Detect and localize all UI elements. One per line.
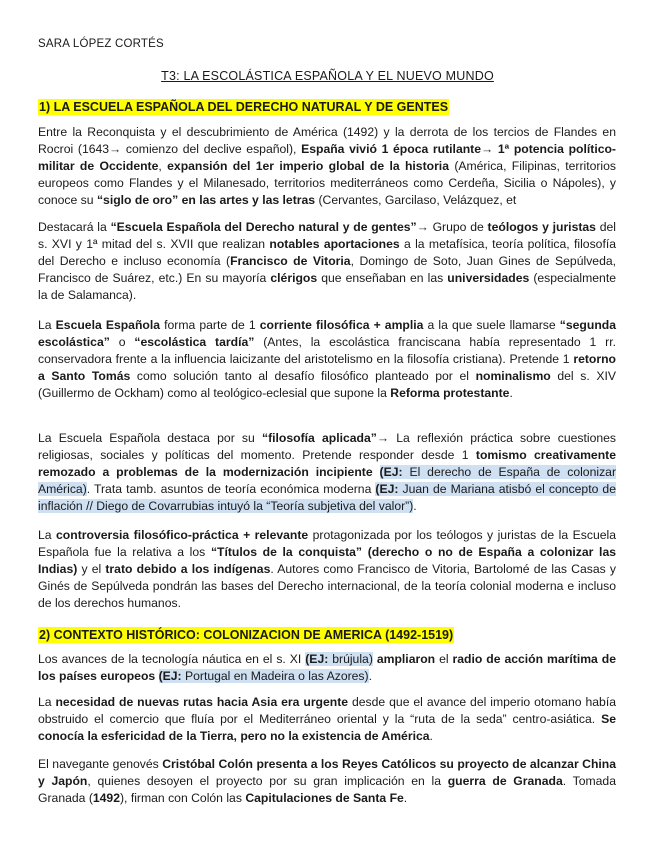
bold-text-run: guerra de Granada [447, 774, 563, 788]
text-run: que enseñaban en las [317, 271, 448, 285]
text-run: . [509, 386, 513, 400]
document-title: T3: LA ESCOLÁSTICA ESPAÑOLA Y EL NUEVO MUNDO [161, 69, 494, 83]
bold-text-run: “escolástica tardía” [134, 335, 255, 349]
text-run: → La reflexión práctica sobre cuestiones religiosas, sociales y políticas del momento. Pretende responder desde 1 [38, 431, 616, 462]
bold-text-run: (EJ: [305, 652, 329, 666]
section1-paragraph-2 [38, 219, 616, 304]
text-run: Destacará la [38, 220, 111, 234]
bold-text-run: retorno a Santo Tomás [38, 352, 616, 383]
bold-text-run: expansión del 1er imperio global de la historia [167, 159, 449, 173]
section2-paragraph-2 [38, 694, 616, 745]
bold-text-run: España vivió 1 época rutilante→ 1ª potencia político-militar de Occidente [38, 142, 616, 173]
text-run: a la que suele llamarse [423, 318, 560, 332]
bold-text-run: “siglo de oro” en las artes y las letras [96, 193, 316, 207]
bold-text-run: corriente filosófica + amplia [259, 318, 424, 332]
section2-paragraph-3 [38, 756, 616, 807]
text-run: (especialmente la de Salamanca). [38, 271, 616, 302]
section1-paragraph-5 [38, 527, 616, 612]
text-run: (Cervantes, Garcilaso, Velázquez, et [315, 193, 517, 207]
text-run: Portugal en Madeira o las Azores) [181, 669, 369, 683]
text-run: . [368, 669, 372, 683]
bold-text-run: (EJ: [158, 669, 182, 683]
text-run: Juan de Mariana atisbó el concepto de inflación // Diego de Covarrubias intuyó la “Teoría subjetiva del valor”) [38, 482, 616, 513]
bold-text-run: “segunda escolástica” [38, 318, 616, 349]
section1-paragraph-4 [38, 430, 616, 515]
text-run: , [158, 159, 168, 173]
text-run: forma parte de 1 [160, 318, 260, 332]
section2-paragraph-1 [38, 651, 616, 685]
text-run: . [429, 729, 433, 743]
text-run: como solución tanto al desafío filosófico planteado por el [130, 369, 476, 383]
section1-paragraph-3 [38, 317, 616, 402]
text-run: . [413, 499, 417, 513]
text-run: o [109, 335, 135, 349]
text-run: , quienes desoyen el proyecto por su gran implicación en la [87, 774, 448, 788]
bold-text-run: 1492 [92, 791, 120, 805]
text-run [373, 465, 380, 479]
text-run: (Antes, la escolástica franciscana había representado 1 rr. conservadora frente a la influencia laicizante del aristotelismo en la filosofía cristiana). Pretende 1 [38, 335, 616, 366]
bold-text-run: Francisco de Vitoria [230, 254, 351, 268]
bold-text-run: Se conocía la esfericidad de la Tierra, pero no la existencia de América [38, 712, 616, 743]
text-run: y el [77, 562, 106, 576]
text-run: Los avances de la tecnología náutica en el s. XI [38, 652, 306, 666]
section1-paragraph-1 [38, 124, 616, 209]
author-name: SARA LÓPEZ CORTÉS [38, 38, 164, 50]
text-run: a la metafísica, teoría política, filosofía del Derecho e incluso economía ( [38, 237, 616, 268]
text-run: brújula) [328, 652, 373, 666]
text-run: La [38, 528, 57, 542]
bold-text-run: Reforma protestante [390, 386, 510, 400]
text-run: del s. XIV (Guillermo de Ockham) como al teológico-eclesial que supone la [38, 369, 616, 400]
text-run: . Tomada Granada ( [38, 774, 616, 805]
text-run: , Domingo de Soto, Juan Gines de Sepúlveda, Francisco de Suárez, etc.) En su mayoría [38, 254, 617, 285]
bold-text-run: ampliaron [376, 652, 436, 666]
text-run: La [38, 318, 56, 332]
bold-text-run: Escuela Española [55, 318, 161, 332]
bold-text-run: (EJ: [375, 482, 399, 496]
text-run: . [403, 791, 408, 805]
bold-text-run: necesidad de nuevas rutas hacia Asia era urgente [55, 695, 349, 709]
text-run: → Grupo de [416, 220, 488, 234]
bold-text-run: clérigos [270, 271, 318, 285]
bold-text-run: trato debido a los indígenas [105, 562, 271, 576]
bold-text-run: nominalismo [475, 369, 551, 383]
bold-text-run: “filosofía aplicada” [261, 431, 377, 445]
bold-text-run: Capitulaciones de Santa Fe [245, 791, 404, 805]
text-run: La Escuela Española destaca por su [38, 431, 262, 445]
text-run: protagonizada por los teólogos y juristas de la Escuela Española fue la relativa a los [38, 528, 616, 559]
text-run: desde que el avance del imperio otomano había obstruido el comercio que fluía por el Mediterráneo oriental y la “ruta de la seda” centro-asiática. [38, 695, 616, 726]
text-run: Entre la Reconquista y el descubrimiento de América (1492) y la derrota de los tercios de Flandes en Rocroi (1643→ comienzo del declive español), [38, 125, 616, 156]
bold-text-run: teólogos y juristas [487, 220, 596, 234]
bold-text-run: “Títulos de la conquista” (derecho o no de España a colonizar las Indias) [38, 545, 617, 576]
text-run: . Trata tamb. asuntos de teoría económica moderna [86, 482, 376, 496]
bold-text-run: controversia filosófico-práctica + relevante [56, 528, 309, 542]
text-run: del s. XVI y 1ª mitad del s. XVII que realizan [38, 220, 616, 251]
text-run: ), firman con Colón las [120, 791, 246, 805]
bold-text-run: radio de acción marítima de los países europeos [38, 652, 617, 683]
bold-text-run: tomismo creativamente remozado a problemas de la modernización incipiente [38, 448, 616, 479]
text-run: La [38, 695, 56, 709]
text-run: . Autores como Francisco de Vitoria, Bartolomé de las Casas y Ginés de Sepúlveda pondrán las bases del Derecho internacional, de la teoría colonial moderna e incluso de los derechos humanos. [38, 562, 616, 610]
bold-text-run: notables aportaciones [269, 237, 400, 251]
text-run: (América, Filipinas, territorios europeos como Flandes y el Milanesado, territorios mediterráneos como Cerdeña, Sicilia o Nápoles), y conoce su [38, 159, 617, 207]
bold-text-run: “Escuela Española del Derecho natural y de gentes” [110, 220, 417, 234]
text-run: El derecho de España de colonizar América) [38, 465, 617, 496]
text-run: El navegante genovés [38, 757, 163, 771]
text-run: el [435, 652, 453, 666]
bold-text-run: universidades [447, 271, 530, 285]
section-heading-1: 1) LA ESCUELA ESPAÑOLA DEL DERECHO NATURAL Y DE GENTES [39, 100, 449, 114]
section-heading-2: 2) CONTEXTO HISTÓRICO: COLONIZACION DE AMERICA (1492-1519) [39, 628, 454, 642]
bold-text-run: (EJ: [379, 465, 403, 479]
bold-text-run: Cristóbal Colón presenta a los Reyes Católicos su proyecto de alcanzar China y Japón [38, 757, 617, 788]
